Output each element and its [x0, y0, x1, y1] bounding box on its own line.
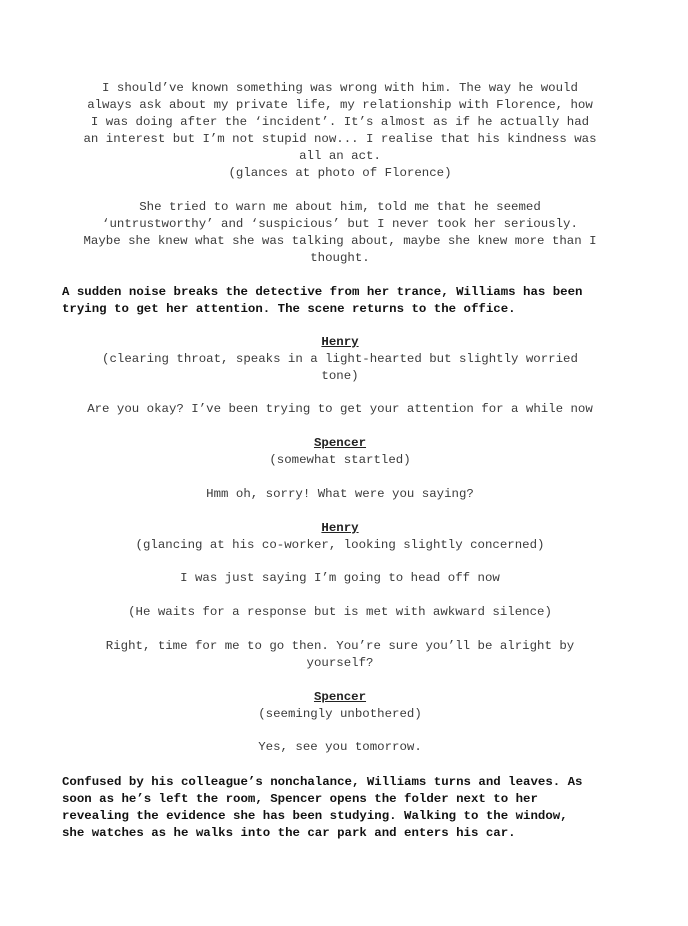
dialogue-line: yourself?	[306, 656, 374, 670]
dialogue-line: I should’ve known something was wrong with him. The way he would	[102, 81, 578, 95]
action-line: she watches as he walks into the car park and enters his car.	[62, 826, 516, 840]
parenthetical: (glancing at his co-worker, looking slightly concerned)	[135, 538, 545, 552]
dialogue-line: thought.	[310, 251, 370, 265]
character-name: Henry	[321, 335, 359, 349]
action-line: trying to get her attention. The scene returns to the office.	[62, 302, 516, 316]
character-name: Spencer	[313, 690, 367, 704]
dialogue-line: Yes, see you tomorrow.	[258, 740, 422, 754]
monologue-1	[62, 80, 618, 182]
henry-dialogue-2b	[62, 638, 618, 672]
dialogue-line: Hmm oh, sorry! What were you saying?	[206, 487, 474, 501]
action-line: A sudden noise breaks the detective from her trance, Williams has been	[62, 285, 583, 299]
parenthetical: (clearing throat, speaks in a light-hearted but slightly worried	[102, 352, 578, 366]
spencer-dialogue-1	[62, 486, 618, 503]
action-1	[62, 284, 618, 318]
henry-dialogue-1	[62, 401, 618, 418]
action-line: Confused by his colleague’s nonchalance, Williams turns and leaves. As	[62, 775, 583, 789]
parenthetical: (somewhat startled)	[269, 453, 411, 467]
dialogue-line: Right, time for me to go then. You’re sure you’ll be alright by	[105, 639, 575, 653]
henry-action-2	[62, 604, 618, 621]
dialogue-line: all an act.	[299, 149, 381, 163]
action-line: soon as he’s left the room, Spencer opens the folder next to her	[62, 792, 538, 806]
spencer-dialogue-2	[62, 739, 618, 756]
dialogue-line: I was just saying I’m going to head off now	[180, 571, 500, 585]
monologue-2	[62, 199, 618, 267]
parenthetical: (glances at photo of Florence)	[228, 166, 452, 180]
action-2	[62, 774, 618, 842]
character-name: Henry	[321, 521, 359, 535]
parenthetical: (seemingly unbothered)	[258, 707, 422, 721]
parenthetical: tone)	[321, 369, 359, 383]
dialogue-line: always ask about my private life, my relationship with Florence, how	[87, 98, 593, 112]
henry-block-1	[62, 334, 618, 385]
dialogue-line: I was doing after the ‘incident’. It’s almost as if he actually had	[90, 115, 590, 129]
dialogue-line: an interest but I’m not stupid now... I realise that his kindness was	[83, 132, 597, 146]
dialogue-line: She tried to warn me about him, told me that he seemed	[139, 200, 541, 214]
spencer-block-1	[62, 435, 618, 469]
character-name: Spencer	[313, 436, 367, 450]
henry-block-2	[62, 520, 618, 554]
parenthetical: (He waits for a response but is met with awkward silence)	[128, 605, 552, 619]
dialogue-line: Maybe she knew what she was talking about, maybe she knew more than I	[83, 234, 597, 248]
dialogue-line: ‘untrustworthy’ and ‘suspicious’ but I never took her seriously.	[102, 217, 578, 231]
spencer-block-2	[62, 689, 618, 723]
henry-dialogue-2	[62, 570, 618, 587]
action-line: revealing the evidence she has been studying. Walking to the window,	[62, 809, 568, 823]
dialogue-line: Are you okay? I’ve been trying to get your attention for a while now	[87, 402, 593, 416]
